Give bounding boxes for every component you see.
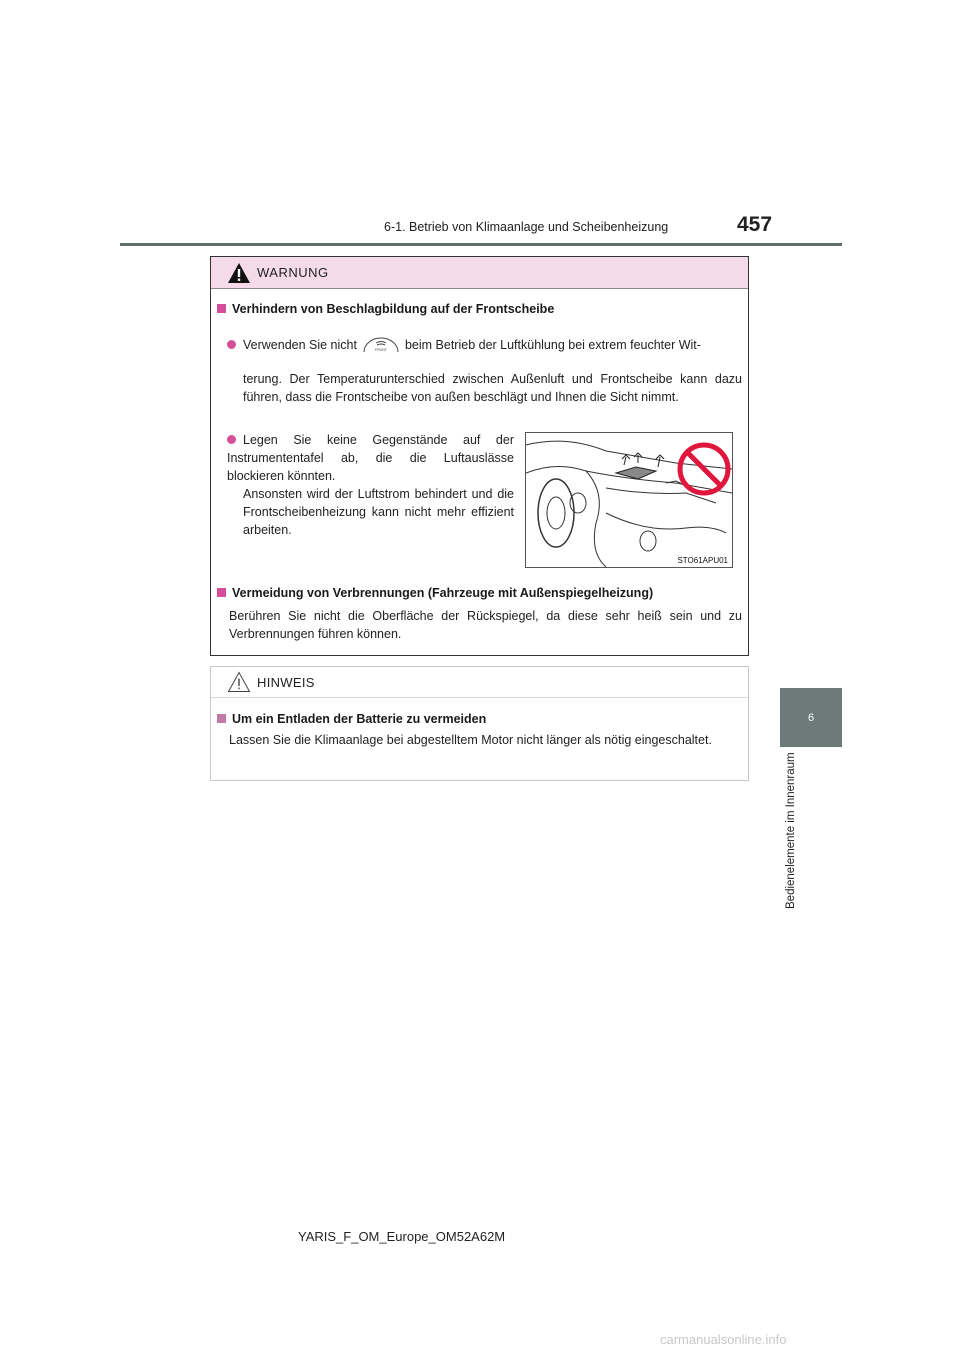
front-button-label: FRONT (374, 348, 387, 352)
front-defroster-button-icon (361, 337, 401, 353)
warning-triangle-icon (227, 262, 251, 284)
section-title: 6-1. Betrieb von Klimaanlage und Scheibenheizung (384, 220, 669, 234)
page-number: 457 (737, 213, 773, 236)
warning-section1-heading: Verhindern von Beschlagbildung auf der Frontscheibe (217, 302, 554, 316)
notice-triangle-icon (227, 671, 251, 693)
warning-section2-text: Berühren Sie nicht die Oberfläche der Rückspiegel, da diese sehr heiß sein und zu Verbrennungen führen können. (229, 609, 742, 641)
dashboard-drawing (526, 433, 732, 567)
chapter-number: 6 (807, 711, 815, 724)
square-bullet-icon (217, 304, 226, 313)
round-bullet-icon (227, 340, 236, 349)
warning-bullet2-continuation: Ansonsten wird der Luftstrom behindert und die Frontscheibenheizung kann nicht mehr effizient arbeiten. (243, 487, 514, 537)
watermark: carmanualsonline.info (660, 1332, 787, 1347)
notice-header (211, 667, 748, 698)
notice-text: Lassen Sie die Klimaanlage bei abgestelltem Motor nicht länger als nötig eingeschaltet. (229, 733, 712, 747)
header-divider (120, 243, 842, 246)
square-bullet-icon (217, 588, 226, 597)
warning-bullet1-continuation: terung. Der Temperaturunterschied zwischen Außenluft und Frontscheibe kann dazu führen, dass die Frontscheibe von außen beschlägt und Ihnen die Sicht nimmt. (243, 372, 742, 404)
warning-header (211, 257, 748, 289)
document-code: YARIS_F_OM_Europe_OM52A62M (298, 1229, 506, 1244)
figure-code: STO61APU01 (677, 556, 728, 565)
warning-bullet1-line1: Verwenden Sie nicht FRONT beim Betrieb der Luftkühlung bei extrem feuchter Wit- (227, 336, 742, 354)
square-bullet-icon (217, 714, 226, 723)
warning-bullet2: Legen Sie keine Gegenstände auf der Instrumententafel ab, die die Luftauslässe blockieren könnten. (227, 433, 514, 483)
round-bullet-icon (227, 435, 236, 444)
chapter-tab (780, 688, 842, 747)
warning-title: WARNUNG (257, 265, 329, 280)
warning-section2-heading: Vermeidung von Verbrennungen (Fahrzeuge mit Außenspiegelheizung) (217, 586, 653, 600)
notice-title: HINWEIS (257, 674, 315, 690)
dashboard-illustration (525, 432, 733, 568)
chapter-label: Bedienelemente im Innenraum (785, 752, 797, 909)
notice-box (210, 666, 749, 781)
notice-heading: Um ein Entladen der Batterie zu vermeiden (217, 712, 486, 726)
